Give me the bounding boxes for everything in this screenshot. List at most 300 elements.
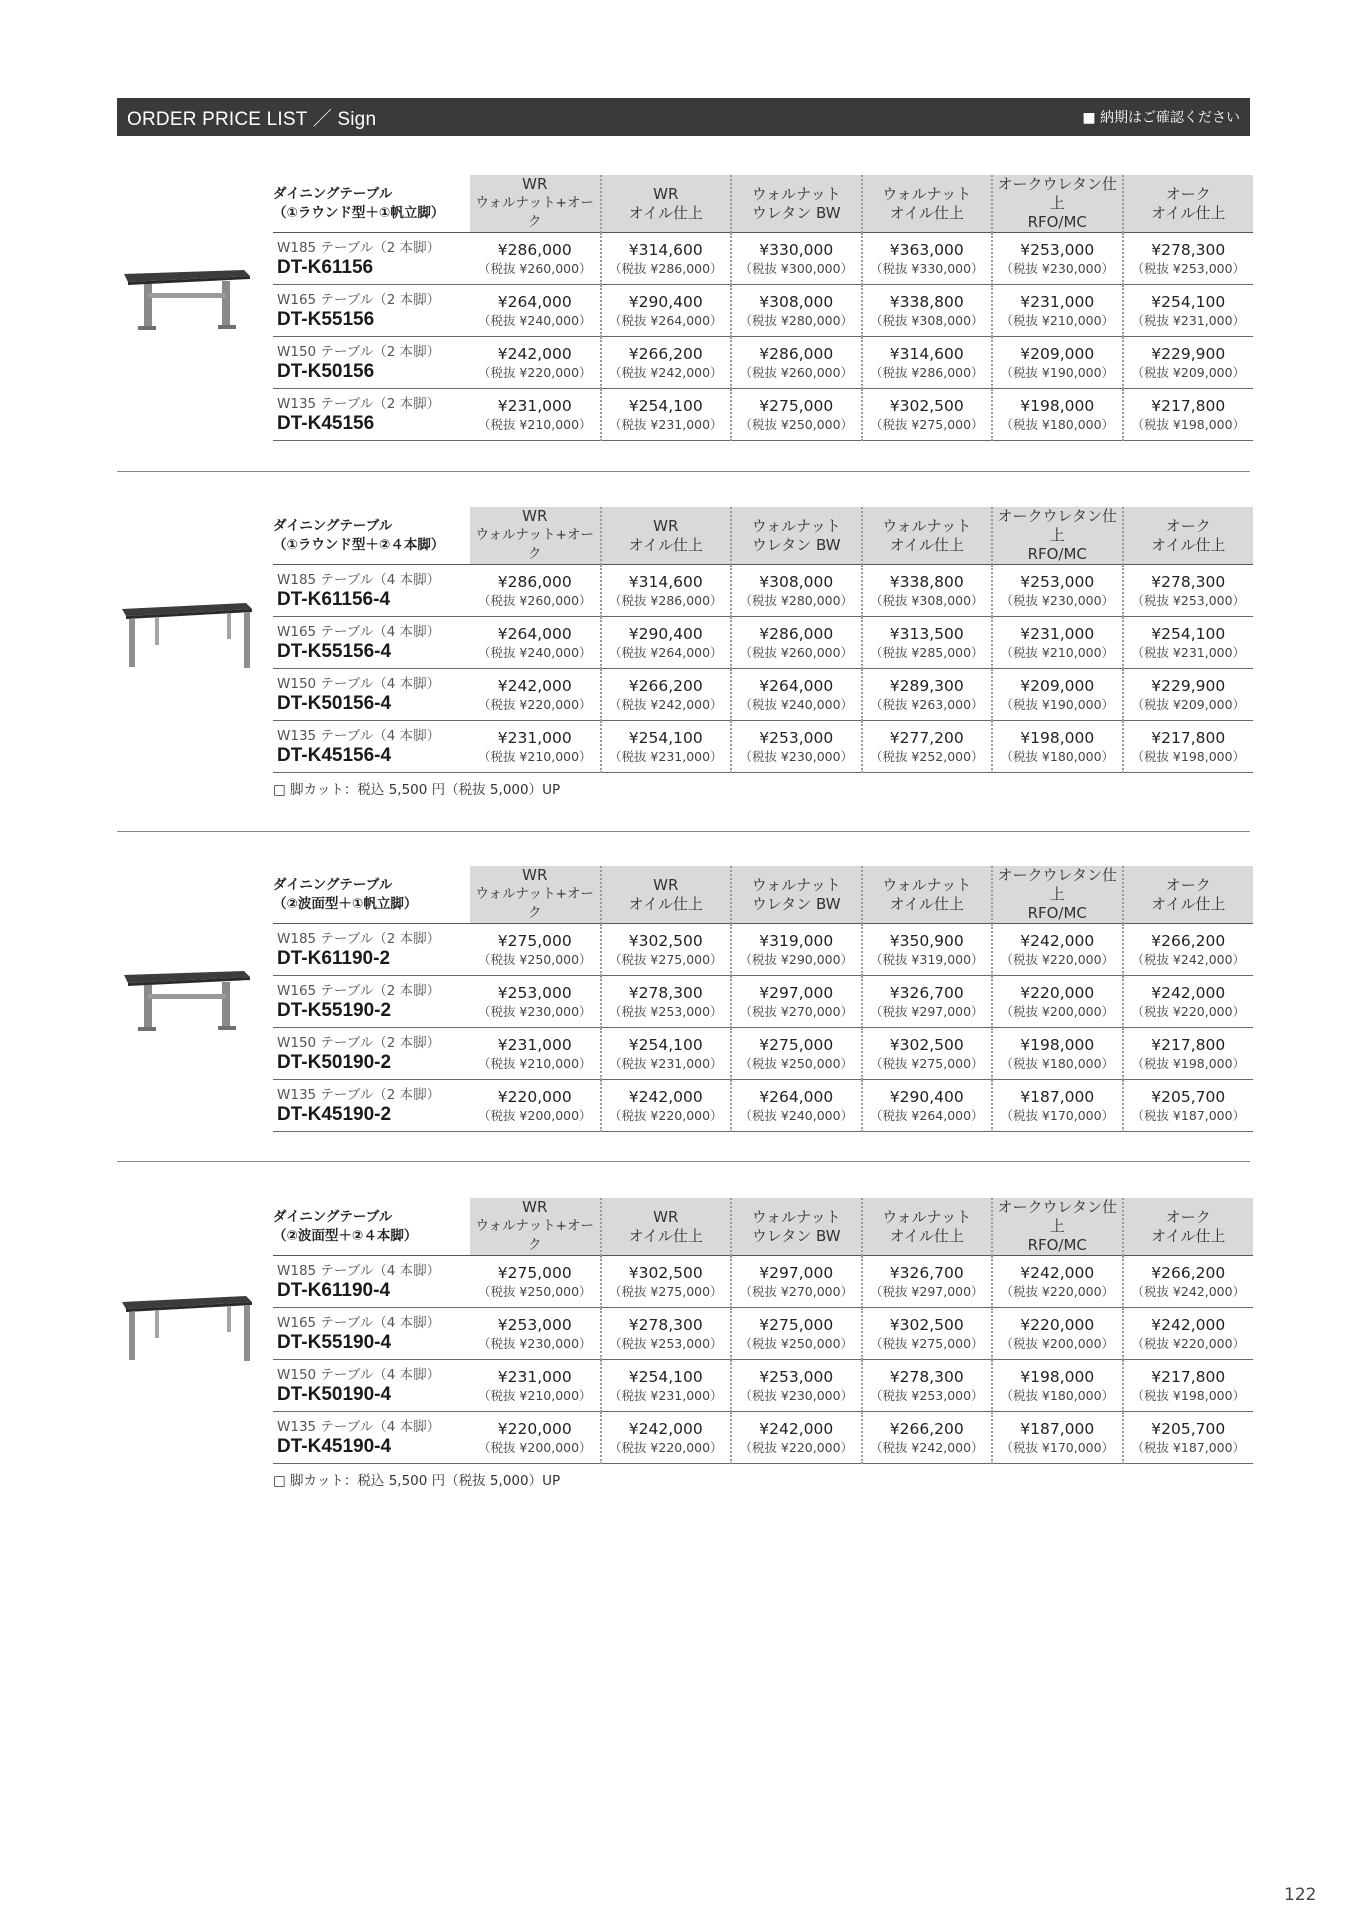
category-line-2: （①ラウンド型＋②４本脚）: [273, 536, 445, 553]
price-excl-tax: （税抜 ¥242,000）: [869, 1439, 984, 1455]
price-cell: [601, 669, 732, 721]
price-cell: [1123, 1308, 1254, 1360]
price-incl-tax: ¥338,800: [889, 572, 964, 591]
table-row: [273, 1360, 1253, 1412]
price-incl-tax: ¥330,000: [759, 240, 834, 259]
price-excl-tax: （税抜 ¥220,000）: [739, 1439, 854, 1455]
price-cell: [731, 721, 862, 773]
price-excl-tax: （税抜 ¥187,000）: [1131, 1107, 1246, 1123]
section-divider: [117, 831, 1250, 832]
category-line-1: ダイニングテーブル: [273, 517, 393, 534]
category-line-1: ダイニングテーブル: [273, 185, 393, 202]
finish-detail: オイル仕上: [628, 1226, 703, 1245]
price-incl-tax: ¥217,800: [1151, 1367, 1226, 1386]
price-incl-tax: ¥326,700: [889, 1263, 964, 1282]
price-cell: [731, 1080, 862, 1132]
table-row: [273, 337, 1253, 389]
finish-column-header: [992, 175, 1123, 233]
finish-column-header: [601, 175, 732, 233]
price-excl-tax: （税抜 ¥230,000）: [477, 1335, 592, 1351]
finish-name: WR: [522, 866, 548, 884]
price-cell: [992, 1360, 1123, 1412]
price-incl-tax: ¥266,200: [889, 1419, 964, 1438]
price-cell: [601, 389, 732, 441]
price-incl-tax: ¥314,600: [628, 572, 703, 591]
finish-detail: オイル仕上: [1151, 535, 1226, 554]
finish-column-header: [470, 175, 601, 233]
model-size: W185 テーブル（2 本脚）: [277, 239, 441, 256]
finish-detail: ウレタン BW: [751, 535, 841, 554]
price-cell: [1123, 976, 1254, 1028]
price-incl-tax: ¥286,000: [759, 624, 834, 643]
price-incl-tax: ¥242,000: [1020, 931, 1095, 950]
price-incl-tax: ¥264,000: [497, 292, 572, 311]
leg-cut-footnote: □ 脚カット：税込 5,500 円（税抜 5,000）UP: [273, 1473, 561, 1489]
price-cell: [992, 976, 1123, 1028]
finish-name: WR: [653, 875, 679, 894]
price-incl-tax: ¥277,200: [889, 728, 964, 747]
price-incl-tax: ¥266,200: [628, 344, 703, 363]
section-divider: [117, 1161, 1250, 1162]
price-incl-tax: ¥308,000: [759, 572, 834, 591]
price-excl-tax: （税抜 ¥290,000）: [739, 951, 854, 967]
finish-detail: ウォルナット+オーク: [475, 527, 594, 562]
finish-name: WR: [653, 184, 679, 203]
price-excl-tax: （税抜 ¥275,000）: [869, 1335, 984, 1351]
price-incl-tax: ¥220,000: [1020, 1315, 1095, 1334]
finish-detail: オイル仕上: [889, 894, 964, 913]
price-cell: [862, 1256, 993, 1308]
price-excl-tax: （税抜 ¥240,000）: [739, 1107, 854, 1123]
price-cell: [470, 337, 601, 389]
price-cell: [470, 1360, 601, 1412]
price-cell: [731, 233, 862, 285]
price-incl-tax: ¥231,000: [497, 1035, 572, 1054]
model-cell: [273, 565, 470, 617]
model-code: DT-K50156-4: [277, 692, 392, 714]
model-cell: [273, 1308, 470, 1360]
finish-detail: オイル仕上: [628, 203, 703, 222]
price-excl-tax: （税抜 ¥231,000）: [608, 1055, 723, 1071]
price-cell: [862, 565, 993, 617]
price-incl-tax: ¥302,500: [889, 396, 964, 415]
price-incl-tax: ¥209,000: [1020, 676, 1095, 695]
finish-column-header: [470, 1198, 601, 1256]
price-excl-tax: （税抜 ¥231,000）: [1131, 312, 1246, 328]
finish-name: オークウレタン仕上: [997, 175, 1117, 212]
finish-detail: ウォルナット+オーク: [475, 1218, 594, 1253]
table-illustration-four-leg-round: [118, 597, 254, 679]
price-incl-tax: ¥198,000: [1020, 1367, 1095, 1386]
price-excl-tax: （税抜 ¥275,000）: [869, 416, 984, 432]
price-cell: [601, 976, 732, 1028]
price-cell: [862, 669, 993, 721]
finish-column-header: [1123, 1198, 1254, 1256]
price-table: [273, 1198, 1253, 1464]
finish-name: オークウレタン仕上: [997, 866, 1117, 903]
price-cell: [1123, 924, 1254, 976]
price-cell: [992, 924, 1123, 976]
finish-column-header: [862, 175, 993, 233]
table-illustration-trestle-round: [118, 262, 254, 344]
price-cell: [470, 1412, 601, 1464]
price-cell: [1123, 1080, 1254, 1132]
model-code: DT-K61156-4: [277, 588, 391, 610]
price-cell: [992, 1028, 1123, 1080]
finish-detail: RFO/MC: [1027, 545, 1087, 563]
price-cell: [862, 721, 993, 773]
model-size: W185 テーブル（4 本脚）: [277, 571, 441, 588]
finish-column-header: [1123, 866, 1254, 924]
price-incl-tax: ¥314,600: [628, 240, 703, 259]
price-excl-tax: （税抜 ¥209,000）: [1131, 696, 1246, 712]
price-incl-tax: ¥254,100: [628, 396, 703, 415]
price-excl-tax: （税抜 ¥231,000）: [1131, 644, 1246, 660]
price-excl-tax: （税抜 ¥270,000）: [739, 1003, 854, 1019]
price-incl-tax: ¥278,300: [1151, 240, 1226, 259]
finish-name: WR: [522, 507, 548, 525]
finish-column-header: [731, 866, 862, 924]
price-excl-tax: （税抜 ¥242,000）: [608, 364, 723, 380]
price-cell: [470, 617, 601, 669]
finish-name: ウォルナット: [882, 875, 972, 894]
price-excl-tax: （税抜 ¥200,000）: [1000, 1003, 1115, 1019]
price-excl-tax: （税抜 ¥280,000）: [739, 312, 854, 328]
category-line-2: （②波面型＋①帆立脚）: [273, 895, 418, 912]
price-excl-tax: （税抜 ¥253,000）: [608, 1335, 723, 1351]
price-cell: [601, 1412, 732, 1464]
table-row: [273, 976, 1253, 1028]
price-cell: [601, 1080, 732, 1132]
model-code: DT-K61190-2: [277, 947, 391, 969]
price-incl-tax: ¥254,100: [628, 1035, 703, 1054]
price-excl-tax: （税抜 ¥220,000）: [608, 1107, 723, 1123]
price-cell: [1123, 617, 1254, 669]
price-excl-tax: （税抜 ¥180,000）: [1000, 1387, 1115, 1403]
finish-name: WR: [653, 516, 679, 535]
price-cell: [992, 389, 1123, 441]
price-incl-tax: ¥217,800: [1151, 728, 1226, 747]
price-excl-tax: （税抜 ¥210,000）: [477, 1055, 592, 1071]
price-excl-tax: （税抜 ¥210,000）: [1000, 312, 1115, 328]
finish-detail: RFO/MC: [1027, 213, 1087, 231]
price-cell: [1123, 721, 1254, 773]
model-code: DT-K50190-2: [277, 1051, 392, 1073]
price-cell: [992, 1256, 1123, 1308]
model-code: DT-K45190-2: [277, 1103, 392, 1125]
price-excl-tax: （税抜 ¥330,000）: [869, 260, 984, 276]
price-excl-tax: （税抜 ¥198,000）: [1131, 1055, 1246, 1071]
price-incl-tax: ¥338,800: [889, 292, 964, 311]
model-size: W185 テーブル（2 本脚）: [277, 930, 441, 947]
table-illustration-four-leg-wave: [118, 1290, 254, 1372]
price-excl-tax: （税抜 ¥190,000）: [1000, 364, 1115, 380]
category-label: [273, 507, 470, 565]
category-label: [273, 866, 470, 924]
finish-column-header: [731, 175, 862, 233]
finish-column-header: [470, 507, 601, 565]
price-incl-tax: ¥266,200: [1151, 931, 1226, 950]
price-cell: [1123, 285, 1254, 337]
price-cell: [601, 1360, 732, 1412]
price-incl-tax: ¥278,300: [628, 1315, 703, 1334]
price-incl-tax: ¥302,500: [628, 1263, 703, 1282]
finish-detail: ウレタン BW: [751, 203, 841, 222]
price-cell: [992, 285, 1123, 337]
model-size: W165 テーブル（2 本脚）: [277, 982, 441, 999]
price-incl-tax: ¥297,000: [759, 983, 834, 1002]
model-code: DT-K55156: [277, 308, 375, 330]
price-incl-tax: ¥220,000: [497, 1087, 572, 1106]
model-cell: [273, 617, 470, 669]
model-cell: [273, 337, 470, 389]
price-incl-tax: ¥314,600: [889, 344, 964, 363]
price-cell: [862, 1308, 993, 1360]
price-incl-tax: ¥363,000: [889, 240, 964, 259]
price-cell: [992, 1080, 1123, 1132]
price-incl-tax: ¥264,000: [759, 1087, 834, 1106]
finish-column-header: [470, 866, 601, 924]
finish-column-header: [862, 866, 993, 924]
price-excl-tax: （税抜 ¥220,000）: [1000, 951, 1115, 967]
price-excl-tax: （税抜 ¥250,000）: [739, 1335, 854, 1351]
price-excl-tax: （税抜 ¥275,000）: [608, 1283, 723, 1299]
price-cell: [862, 337, 993, 389]
price-excl-tax: （税抜 ¥180,000）: [1000, 1055, 1115, 1071]
price-cell: [731, 1256, 862, 1308]
price-excl-tax: （税抜 ¥308,000）: [869, 592, 984, 608]
price-cell: [470, 233, 601, 285]
price-cell: [470, 389, 601, 441]
finish-name: ウォルナット: [751, 875, 841, 894]
price-cell: [731, 669, 862, 721]
table-row: [273, 1308, 1253, 1360]
price-cell: [731, 565, 862, 617]
price-cell: [1123, 1360, 1254, 1412]
finish-name: オークウレタン仕上: [997, 507, 1117, 544]
price-excl-tax: （税抜 ¥297,000）: [869, 1003, 984, 1019]
model-size: W185 テーブル（4 本脚）: [277, 1262, 441, 1279]
table-row: [273, 565, 1253, 617]
price-excl-tax: （税抜 ¥170,000）: [1000, 1439, 1115, 1455]
price-table: [273, 507, 1253, 773]
price-cell: [470, 565, 601, 617]
price-incl-tax: ¥278,300: [628, 983, 703, 1002]
price-excl-tax: （税抜 ¥260,000）: [477, 592, 592, 608]
finish-detail: オイル仕上: [889, 1226, 964, 1245]
price-excl-tax: （税抜 ¥230,000）: [739, 748, 854, 764]
table-header-row: [273, 1198, 1253, 1256]
price-cell: [470, 924, 601, 976]
price-incl-tax: ¥253,000: [759, 1367, 834, 1386]
model-code: DT-K45156-4: [277, 744, 392, 766]
price-incl-tax: ¥278,300: [1151, 572, 1226, 591]
finish-detail: オイル仕上: [628, 894, 703, 913]
category-line-2: （①ラウンド型＋①帆立脚）: [273, 204, 445, 221]
finish-column-header: [992, 866, 1123, 924]
price-cell: [731, 1360, 862, 1412]
price-incl-tax: ¥253,000: [759, 728, 834, 747]
price-excl-tax: （税抜 ¥242,000）: [1131, 951, 1246, 967]
model-cell: [273, 976, 470, 1028]
price-incl-tax: ¥308,000: [759, 292, 834, 311]
model-code: DT-K55156-4: [277, 640, 392, 662]
price-excl-tax: （税抜 ¥210,000）: [477, 748, 592, 764]
price-excl-tax: （税抜 ¥200,000）: [477, 1439, 592, 1455]
price-excl-tax: （税抜 ¥230,000）: [1000, 260, 1115, 276]
price-excl-tax: （税抜 ¥260,000）: [739, 364, 854, 380]
price-cell: [862, 1360, 993, 1412]
model-code: DT-K61190-4: [277, 1279, 391, 1301]
price-cell: [601, 233, 732, 285]
price-excl-tax: （税抜 ¥220,000）: [1000, 1283, 1115, 1299]
model-cell: [273, 389, 470, 441]
finish-column-header: [992, 507, 1123, 565]
finish-detail: RFO/MC: [1027, 1236, 1087, 1254]
price-cell: [601, 285, 732, 337]
finish-name: ウォルナット: [751, 1207, 841, 1226]
price-excl-tax: （税抜 ¥210,000）: [1000, 644, 1115, 660]
finish-name: ウォルナット: [882, 1207, 972, 1226]
model-size: W135 テーブル（2 本脚）: [277, 395, 441, 412]
price-cell: [470, 1308, 601, 1360]
price-incl-tax: ¥217,800: [1151, 1035, 1226, 1054]
price-cell: [992, 565, 1123, 617]
price-excl-tax: （税抜 ¥280,000）: [739, 592, 854, 608]
price-incl-tax: ¥278,300: [889, 1367, 964, 1386]
price-incl-tax: ¥275,000: [759, 1035, 834, 1054]
price-excl-tax: （税抜 ¥253,000）: [869, 1387, 984, 1403]
finish-detail: ウレタン BW: [751, 894, 841, 913]
price-excl-tax: （税抜 ¥220,000）: [1131, 1335, 1246, 1351]
finish-column-header: [731, 507, 862, 565]
price-cell: [731, 976, 862, 1028]
model-cell: [273, 669, 470, 721]
price-incl-tax: ¥187,000: [1020, 1419, 1095, 1438]
price-excl-tax: （税抜 ¥198,000）: [1131, 416, 1246, 432]
price-cell: [601, 337, 732, 389]
price-excl-tax: （税抜 ¥250,000）: [739, 416, 854, 432]
price-incl-tax: ¥266,200: [628, 676, 703, 695]
price-incl-tax: ¥205,700: [1151, 1087, 1226, 1106]
price-excl-tax: （税抜 ¥240,000）: [739, 696, 854, 712]
model-size: W135 テーブル（4 本脚）: [277, 1418, 441, 1435]
price-incl-tax: ¥242,000: [1020, 1263, 1095, 1282]
price-cell: [992, 617, 1123, 669]
price-cell: [731, 389, 862, 441]
price-excl-tax: （税抜 ¥297,000）: [869, 1283, 984, 1299]
finish-detail: ウォルナット+オーク: [475, 195, 594, 230]
model-cell: [273, 1412, 470, 1464]
price-excl-tax: （税抜 ¥231,000）: [608, 1387, 723, 1403]
section-divider: [117, 471, 1250, 472]
price-excl-tax: （税抜 ¥187,000）: [1131, 1439, 1246, 1455]
price-cell: [1123, 389, 1254, 441]
model-code: DT-K50190-4: [277, 1383, 392, 1405]
model-size: W150 テーブル（2 本脚）: [277, 343, 441, 360]
table-header-row: [273, 507, 1253, 565]
table-row: [273, 1256, 1253, 1308]
price-cell: [731, 1412, 862, 1464]
price-incl-tax: ¥350,900: [889, 931, 964, 950]
price-incl-tax: ¥319,000: [759, 931, 834, 950]
table-row: [273, 233, 1253, 285]
price-incl-tax: ¥326,700: [889, 983, 964, 1002]
price-excl-tax: （税抜 ¥220,000）: [477, 696, 592, 712]
category-line-1: ダイニングテーブル: [273, 876, 393, 893]
price-cell: [862, 617, 993, 669]
price-cell: [992, 669, 1123, 721]
price-cell: [1123, 1028, 1254, 1080]
price-incl-tax: ¥217,800: [1151, 396, 1226, 415]
price-excl-tax: （税抜 ¥300,000）: [739, 260, 854, 276]
finish-column-header: [731, 1198, 862, 1256]
price-incl-tax: ¥231,000: [1020, 624, 1095, 643]
model-code: DT-K61156: [277, 256, 374, 278]
price-incl-tax: ¥253,000: [497, 1315, 572, 1334]
price-incl-tax: ¥229,900: [1151, 344, 1226, 363]
price-excl-tax: （税抜 ¥220,000）: [1131, 1003, 1246, 1019]
table-row: [273, 1080, 1253, 1132]
finish-detail: オイル仕上: [889, 535, 964, 554]
model-code: DT-K55190-2: [277, 999, 392, 1021]
price-excl-tax: （税抜 ¥240,000）: [477, 644, 592, 660]
price-excl-tax: （税抜 ¥275,000）: [608, 951, 723, 967]
model-size: W165 テーブル（2 本脚）: [277, 291, 441, 308]
delivery-note: ■ 納期はご確認ください: [1082, 110, 1240, 126]
price-excl-tax: （税抜 ¥319,000）: [869, 951, 984, 967]
finish-column-header: [1123, 507, 1254, 565]
finish-column-header: [862, 507, 993, 565]
model-size: W150 テーブル（2 本脚）: [277, 1034, 441, 1051]
model-cell: [273, 1360, 470, 1412]
model-size: W165 テーブル（4 本脚）: [277, 623, 441, 640]
finish-column-header: [601, 866, 732, 924]
price-list-header: [117, 98, 1250, 136]
price-incl-tax: ¥302,500: [889, 1315, 964, 1334]
finish-detail: ウレタン BW: [751, 1226, 841, 1245]
price-incl-tax: ¥297,000: [759, 1263, 834, 1282]
price-incl-tax: ¥198,000: [1020, 1035, 1095, 1054]
finish-name: オーク: [1165, 875, 1211, 894]
table-row: [273, 285, 1253, 337]
price-excl-tax: （税抜 ¥250,000）: [739, 1055, 854, 1071]
price-cell: [731, 924, 862, 976]
price-cell: [1123, 337, 1254, 389]
price-cell: [992, 1412, 1123, 1464]
price-excl-tax: （税抜 ¥253,000）: [1131, 260, 1246, 276]
finish-detail: オイル仕上: [1151, 1226, 1226, 1245]
table-row: [273, 617, 1253, 669]
model-cell: [273, 1028, 470, 1080]
finish-name: ウォルナット: [882, 516, 972, 535]
price-incl-tax: ¥302,500: [889, 1035, 964, 1054]
price-cell: [992, 721, 1123, 773]
finish-name: WR: [653, 1207, 679, 1226]
price-cell: [731, 337, 862, 389]
finish-name: WR: [522, 175, 548, 193]
price-excl-tax: （税抜 ¥275,000）: [869, 1055, 984, 1071]
price-cell: [862, 924, 993, 976]
price-incl-tax: ¥242,000: [628, 1087, 703, 1106]
price-incl-tax: ¥205,700: [1151, 1419, 1226, 1438]
price-incl-tax: ¥187,000: [1020, 1087, 1095, 1106]
price-cell: [470, 1080, 601, 1132]
price-excl-tax: （税抜 ¥198,000）: [1131, 1387, 1246, 1403]
model-size: W150 テーブル（4 本脚）: [277, 675, 441, 692]
model-cell: [273, 233, 470, 285]
price-cell: [731, 1028, 862, 1080]
